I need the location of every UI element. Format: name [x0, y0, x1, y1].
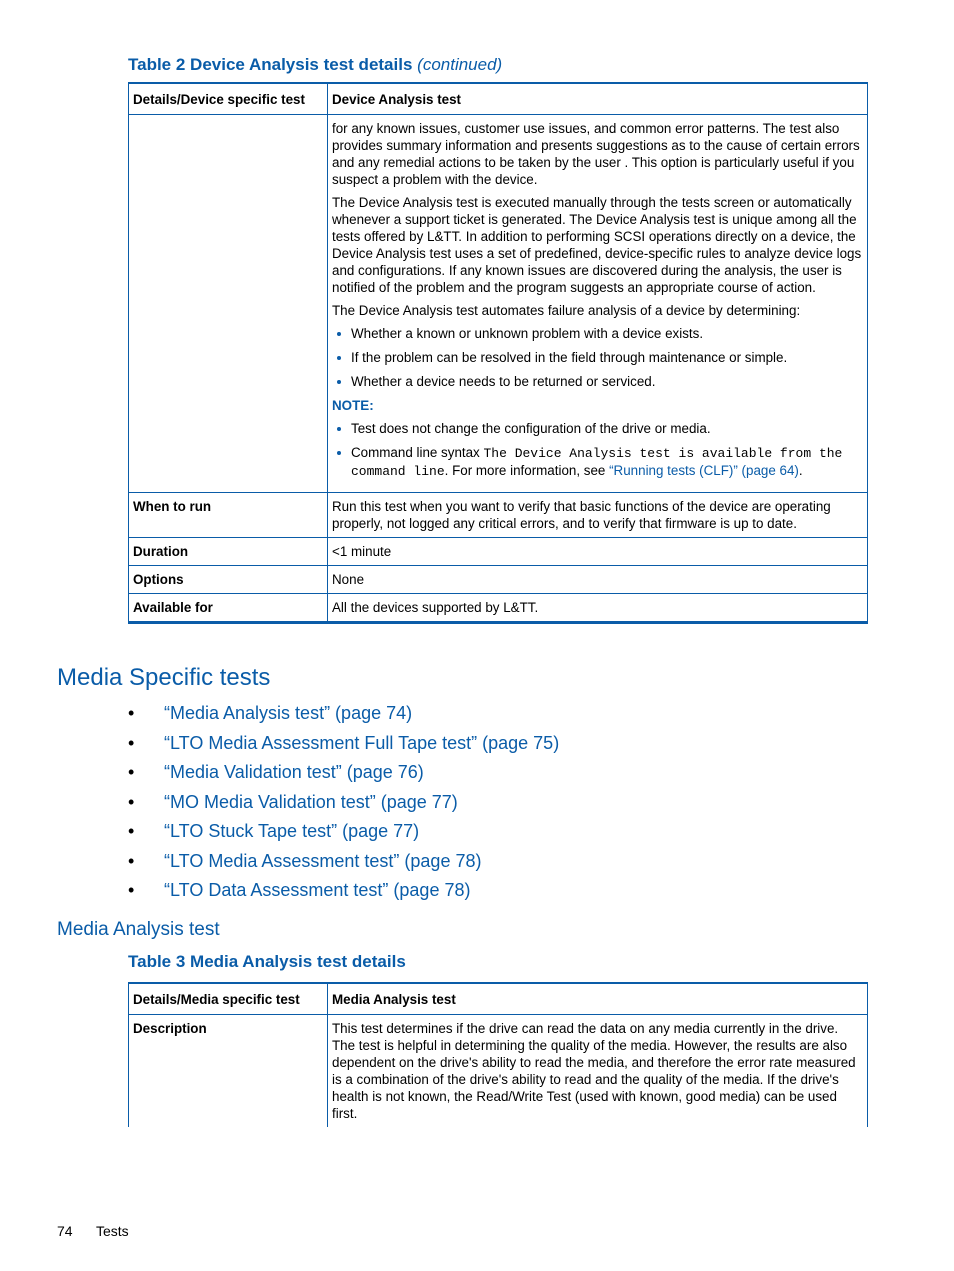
test-link[interactable]: “LTO Media Assessment test” (page 78)	[164, 850, 482, 871]
header-cell-details: Details/Device specific test	[129, 83, 328, 115]
bullet-icon: •	[128, 821, 135, 841]
list-item[interactable]	[128, 762, 559, 792]
table-2-caption-text: Table 2 Device Analysis test details	[128, 55, 413, 74]
description-paragraph: The Device Analysis test automates failure analysis of a device by determining:	[332, 303, 801, 318]
note-text: .	[798, 463, 803, 478]
description-paragraph: The Device Analysis test is executed manually through the tests screen or automatically whenever a support ticket is generated. The Device Analysis test is unique among all the tests offered by L&TT. In addition to performing SCSI operations directly on a device, the Device Analysis test uses a set of predefined, device-specific rules to analyze device logs and configurations. If any known issues are discovered during the analysis, the user is notified of the problem and the program suggests an appropriate course of action.	[332, 195, 862, 295]
row-value: All the devices supported by L&TT.	[328, 594, 868, 623]
table-row	[129, 566, 868, 594]
running-tests-link[interactable]: “Running tests (CLF)” (page 64)	[609, 463, 799, 478]
bullet-icon: •	[128, 850, 135, 871]
test-link[interactable]: “Media Analysis test” (page 74)	[164, 703, 413, 723]
row-label: When to run	[129, 493, 328, 538]
header-cell-test: Media Analysis test	[328, 983, 868, 1015]
list-item: Test does not change the configuration of the drive or media.	[351, 420, 863, 437]
list-item[interactable]	[128, 880, 559, 910]
empty-label-cell	[129, 115, 328, 493]
table-2-caption	[128, 55, 502, 75]
note-text: Command line syntax	[351, 445, 484, 460]
table-row	[129, 538, 868, 566]
section-title: Media Specific tests	[57, 664, 271, 691]
table-2-caption-continued: (continued)	[417, 55, 503, 74]
row-label: Duration	[129, 538, 328, 566]
header-cell-details: Details/Media specific test	[129, 983, 328, 1015]
row-value: Run this test when you want to verify that basic functions of the device are operating properly, not logged any critical errors, and to verify that firmware is up to date.	[328, 493, 868, 538]
test-link[interactable]: “LTO Stuck Tape test” (page 77)	[164, 821, 420, 841]
subsection-title: Media Analysis test	[57, 919, 220, 940]
list-item: If the problem can be resolved in the field through maintenance or simple.	[351, 349, 863, 366]
table-row	[129, 1015, 868, 1128]
row-value: None	[328, 566, 868, 594]
note-label: NOTE:	[332, 398, 374, 413]
table-header-row	[129, 983, 868, 1015]
list-item: Whether a known or unknown problem with a device exists.	[351, 325, 863, 342]
table-row	[129, 493, 868, 538]
bullet-icon: •	[128, 791, 135, 812]
bullet-icon: •	[128, 880, 135, 900]
command-code: The Device Analysis test is available from the command line	[351, 446, 843, 479]
table-row	[129, 594, 868, 623]
table-row	[129, 115, 868, 493]
table-3-caption: Table 3 Media Analysis test details	[128, 952, 406, 971]
device-analysis-table	[128, 82, 868, 624]
determination-list	[332, 325, 863, 390]
media-analysis-table	[128, 982, 868, 1127]
test-link[interactable]: “LTO Media Assessment Full Tape test” (page 75)	[164, 732, 560, 753]
description-paragraph: for any known issues, customer use issues, and common error patterns. The test also provides summary information and presents suggestions as to the cause of certain errors and any remedial actions to be taken by the user . This option is particularly useful if you suspect a problem with the device.	[332, 121, 860, 187]
row-value: <1 minute	[328, 538, 868, 566]
media-tests-link-list	[128, 703, 559, 910]
test-link[interactable]: “LTO Data Assessment test” (page 78)	[164, 880, 471, 900]
list-item: Whether a device needs to be returned or serviced.	[351, 373, 863, 390]
note-list	[332, 420, 863, 480]
list-item[interactable]	[128, 821, 559, 851]
bullet-icon: •	[128, 703, 135, 723]
row-label: Description	[129, 1015, 328, 1128]
list-item[interactable]	[128, 851, 559, 881]
test-link[interactable]: “MO Media Validation test” (page 77)	[164, 791, 458, 812]
row-value: This test determines if the drive can read the data on any media currently in the drive. The test is helpful in determining the quality of the media. However, the results are also dependent on the drive's ability to read the media, and therefore the error rate measured is a combination of the drive's ability to read and the quality of the media. If the drive's health is not known, the Read/Write Test (used with known, good media) can be used first.	[328, 1015, 868, 1128]
row-label: Available for	[129, 594, 328, 623]
header-cell-test: Device Analysis test	[328, 83, 868, 115]
row-label: Options	[129, 566, 328, 594]
list-item	[351, 444, 863, 480]
bullet-icon: •	[128, 732, 135, 753]
table-header-row	[129, 83, 868, 115]
note-text: . For more information, see	[444, 463, 610, 478]
list-item[interactable]	[128, 733, 559, 763]
chapter-name: Tests	[96, 1223, 129, 1239]
description-cell	[328, 115, 868, 493]
bullet-icon: •	[128, 762, 135, 782]
list-item[interactable]	[128, 792, 559, 822]
list-item[interactable]	[128, 703, 559, 733]
page-number: 74	[57, 1223, 73, 1239]
test-link[interactable]: “Media Validation test” (page 76)	[164, 762, 424, 782]
